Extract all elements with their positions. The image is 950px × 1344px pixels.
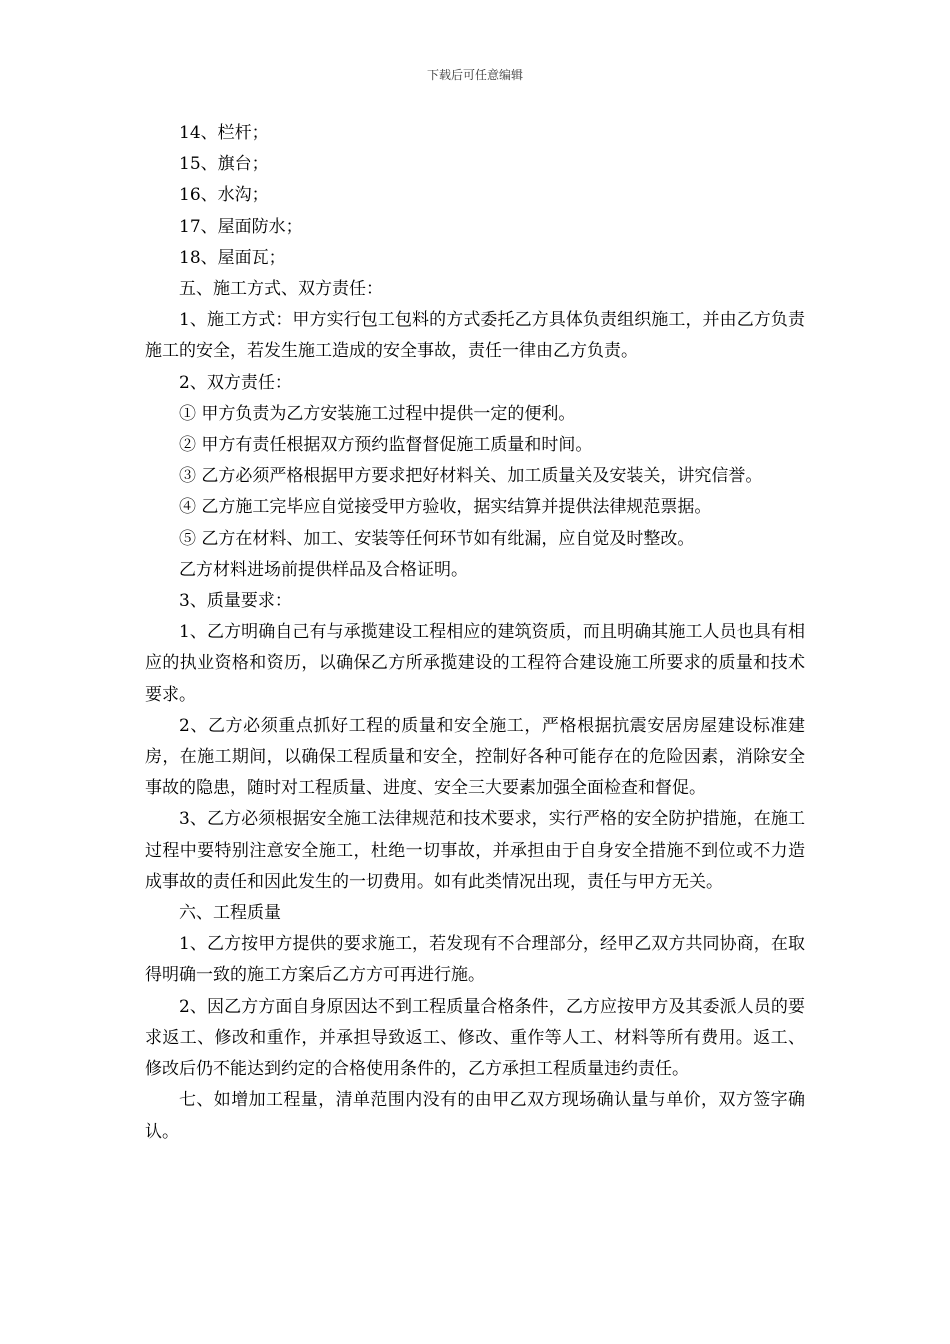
list-item: ② 甲方有责任根据双方预约监督督促施工质量和时间。 xyxy=(179,435,593,456)
paragraph: 1、施工方式：甲方实行包工包料的方式委托乙方具体负责组织施工，并由乙方负责施工的安全，若发生施工造成的安全事故，责任一律由乙方负责。 xyxy=(145,310,805,362)
document-body xyxy=(145,118,805,1148)
list-item: ④ 乙方施工完毕应自觉接受甲方验收，据实结算并提供法律规范票据。 xyxy=(179,497,712,518)
list-item: 16、水沟； xyxy=(179,185,269,206)
paragraph: 1、乙方按甲方提供的要求施工，若发现有不合理部分，经甲乙双方共同协商，在取得明确一致的施工方案后乙方方可再进行施。 xyxy=(145,934,805,986)
subsection-heading: 3、质量要求： xyxy=(179,591,292,612)
section-heading: 六、工程质量 xyxy=(179,903,281,924)
list-item: 18、屋面瓦； xyxy=(179,247,286,268)
list-item: 14、栏杆； xyxy=(179,123,269,143)
paragraph: 2、乙方必须重点抓好工程的质量和安全施工，严格根据抗震安居房屋建设标准建房，在施工期间，以确保工程质量和安全，控制好各种可能存在的危险因素，消除安全事故的隐患，随时对工程质量、进度、安全三大要素加强全面检查和督促。 xyxy=(145,715,805,799)
paragraph: 2、因乙方方面自身原因达不到工程质量合格条件，乙方应按甲方及其委派人员的要求返工、修改和重作，并承担导致返工、修改、重作等人工、材料等所有费用。返工、修改后仍不能达到约定的合格使用条件的，乙方承担工程质量违约责任。 xyxy=(145,996,805,1080)
list-item: ① 甲方负责为乙方安装施工过程中提供一定的便利。 xyxy=(179,403,576,424)
paragraph: 1、乙方明确自己有与承揽建设工程相应的建筑资质，而且明确其施工人员也具有相应的执业资格和资历，以确保乙方所承揽建设的工程符合建设施工所要求的质量和技术要求。 xyxy=(145,622,805,705)
list-item: 15、旗台； xyxy=(179,154,269,175)
section-heading: 五、施工方式、双方责任： xyxy=(179,279,383,300)
paragraph: 乙方材料进场前提供样品及合格证明。 xyxy=(179,559,468,580)
list-item: ③ 乙方必须严格根据甲方要求把好材料关、加工质量关及安装关，讲究信誉。 xyxy=(179,466,763,487)
list-item: ⑤ 乙方在材料、加工、安装等任何环节如有纰漏，应自觉及时整改。 xyxy=(179,528,695,549)
list-item: 17、屋面防水； xyxy=(179,216,303,237)
paragraph: 3、乙方必须根据安全施工法律规范和技术要求，实行严格的安全防护措施，在施工过程中要特别注意安全施工，杜绝一切事故，并承担由于自身安全措施不到位或不力造成事故的责任和因此发生的一切费用。如有此类情况出现，责任与甲方无关。 xyxy=(145,809,805,892)
subsection-heading: 2、双方责任： xyxy=(179,372,292,393)
paragraph: 七、如增加工程量，清单范围内没有的由甲乙双方现场确认量与单价，双方签字确认。 xyxy=(145,1090,805,1142)
page-header: 下载后可任意编辑 xyxy=(426,68,523,82)
